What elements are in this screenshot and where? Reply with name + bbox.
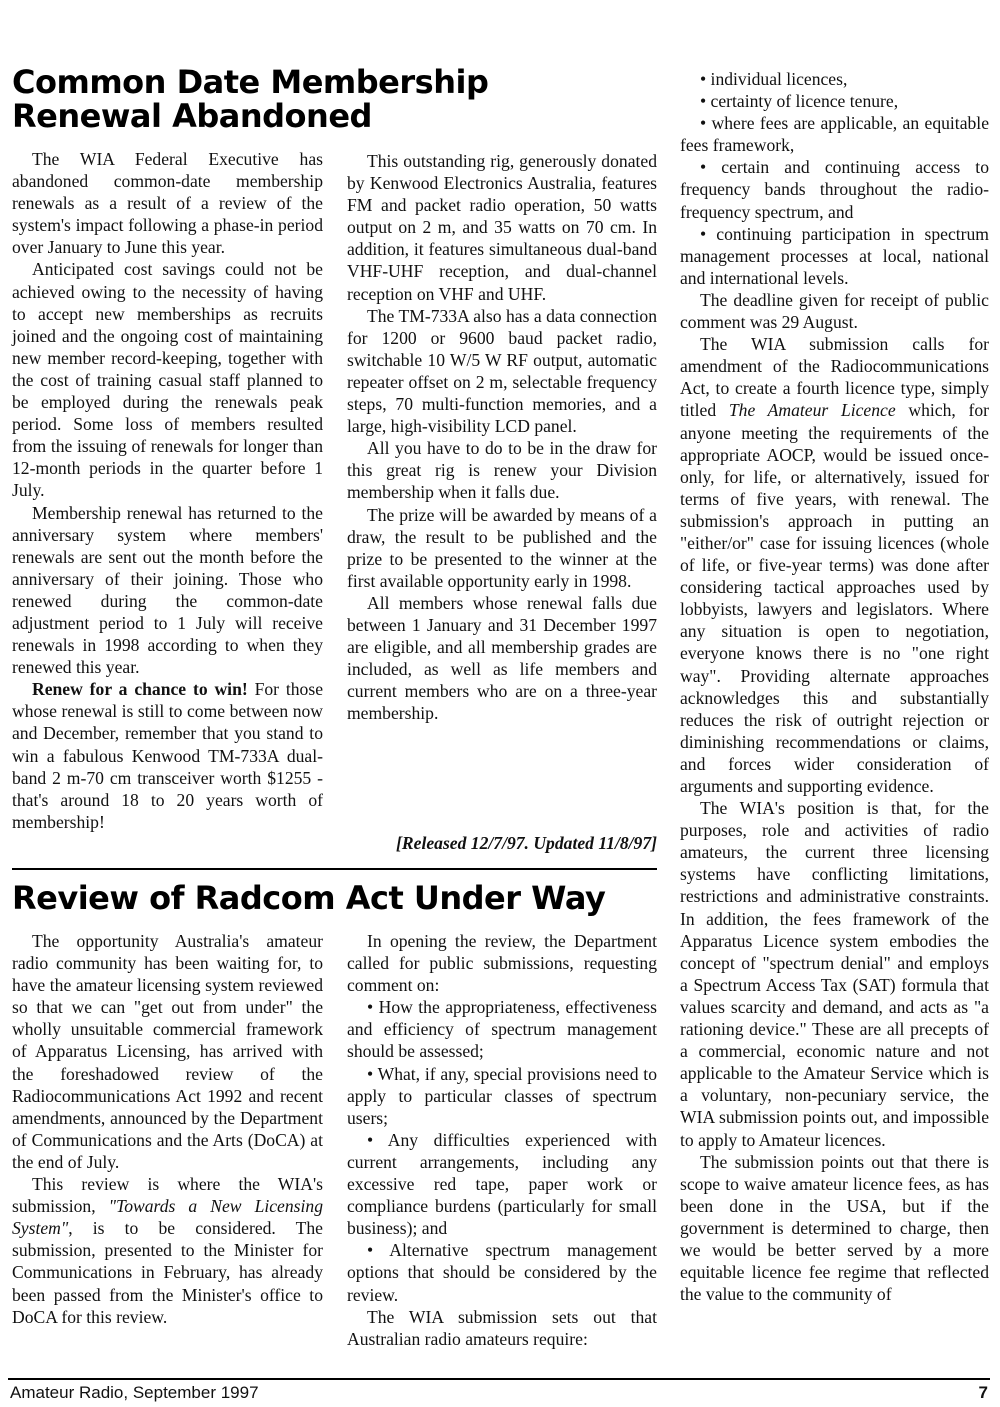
bullet-item: • What, if any, special provisions need to apply to particular classes of spectrum users; [347, 1063, 657, 1128]
renew-callout: Renew for a chance to win! [32, 679, 248, 700]
bullet-item: • certainty of licence tenure, [700, 91, 899, 112]
paragraph: This outstanding rig, generously donated by Kenwood Electronics Australia, features FM and packet radio operation, 50 watts output on 2 m, and 35 watts on 70 cm. In addition, it features simultaneous dual-band VHF-UHF reception, and dual-channel reception on VHF and UHF. [347, 151, 657, 304]
bullet-item: • Alternative spectrum management options that should be considered by the review. [347, 1240, 657, 1305]
paragraph [680, 333, 989, 797]
bullet-item: • Any difficulties experienced with current arrangements, including any excessive red tape, paper work or compliance burdens (particularly for small business); and [347, 1129, 657, 1239]
article1-column-1 [12, 148, 323, 833]
paragraph-end: which, for anyone meeting the requirements of the appropriate AOCP, would be issued once-only, for life, or alternatively, issued for terms of five years, with renewal. The submission's approach in putting an "either/or" case for issuing licences (whole of life, or five-year terms) was done after considering tactical approaches used by lobbyists, lawyers and legislators. Where any situation is open to negotiation, everyone knows there is no "one right way". Providing alternate approaches acknowledges this and substantially reduces the risk of outright rejection or diminishing recommendations or claims, and forces wider consideration of arguments and supporting evidence. [680, 400, 989, 796]
bullet-item: • How the appropriateness, effectiveness and efficiency of spectrum management should be assessed; [347, 997, 657, 1062]
article2-column-1 [12, 930, 323, 1328]
paragraph: The deadline given for receipt of public comment was 29 August. [680, 289, 989, 333]
bullet-item: • continuing participation in spectrum management processes at local, national and international levels. [680, 223, 989, 288]
paragraph: The WIA submission sets out that Australian radio amateurs require: [347, 1306, 657, 1349]
footer-rule [8, 1378, 990, 1380]
article2-column-2 [347, 930, 657, 1350]
paragraph-start: This review is where the WIA's submission, [12, 1174, 323, 1217]
bullet-item: • individual licences, [700, 69, 848, 89]
paragraph: Membership renewal has returned to the anniversary system where members' renewals are sent out the month before the anniversary of their joining. Those who renewed during the common-date adjustment period to 1 July will receive renewals in 1998 according to when they renewed this year. [12, 502, 323, 678]
bullet-item: • certain and continuing access to frequency bands throughout the radio-frequency spectrum, and [680, 157, 989, 222]
paragraph-start: The WIA submission calls for amendment of the Radiocommunications Act, to create a fourth licence type, simply titled [680, 334, 989, 421]
paragraph [12, 1173, 323, 1328]
paragraph: The opportunity Australia's amateur radio community has been waiting for, to have the amateur licensing system reviewed so that we can "get out from under" the wholly unsuitable commercial framework of Apparatus Licensing, has arrived with the foreshadowed review of the Radiocommunications Act 1992 and recent amendments, announced by the Department of Communications and the Arts (DoCA) at the end of July. [12, 931, 323, 1172]
paragraph: Anticipated cost savings could not be achieved owing to the necessity of having to accept new memberships as recruits joined and the ongoing cost of maintaining new member record-keeping, together with the cost of training casual staff planned to be employed during the renewals peak period. Some loss of members resulted from the issuing of renewals for longer than 12-month periods in the quarter before 1 July. [12, 259, 323, 501]
paragraph: The WIA's position is that, for the purposes, role and activities of radio amateurs, the current three licensing systems have conflicting limitations, restrictions and administrative constraints. In addition, the fees framework of the Apparatus Licence system embodies the concept of "spectrum denial" and employs a Spectrum Access Tax (SAT) formula that values scarcity and demand, and acts as "a rationing device." These are all precepts of a commercial, economic nature and not applicable to the Amateur Service which is a voluntary, non-pecuniary service, the WIA submission points out, and impossible to apply to Amateur licences. [680, 798, 989, 1150]
paragraph [12, 678, 323, 833]
headline-line-2: Renewal Abandoned [12, 97, 372, 135]
paragraph: The TM-733A also has a data connection for 1200 or 9600 baud packet radio, switchable 10 W/5 W RF output, automatic repeater offset on 2 m, selectable frequency steps, 70 multi-function memories, and a large, high-visibility LCD panel. [347, 305, 657, 437]
footer-page-number: 7 [978, 1383, 988, 1402]
release-date-text: [Released 12/7/97. Updated 11/8/97] [396, 833, 657, 853]
footer-publication: Amateur Radio, September 1997 [10, 1383, 259, 1402]
article1-column-2 [347, 150, 657, 724]
bullet-item: • where fees are applicable, an equitable fees framework, [680, 113, 989, 156]
paragraph: The prize will be awarded by means of a draw, the result to be published and the prize to be presented to the winner at the first available opportunity early in 1998. [347, 504, 657, 591]
headline-radcom-review: Review of Radcom Act Under Way [12, 879, 606, 917]
section-divider [12, 868, 657, 870]
paragraph: In opening the review, the Department called for public submissions, requesting comment on: [347, 931, 657, 996]
licence-name: The Amateur Licence [728, 400, 896, 421]
paragraph: All you have to do to be in the draw for this great rig is renew your Division membership when it falls due. [347, 438, 657, 503]
paragraph: All members whose renewal falls due between 1 January and 31 December 1997 are eligible, and all membership grades are included, as well as life members and current members who are on a three-year membership. [347, 592, 657, 724]
paragraph-end: , is to be considered. The submission, presented to the Minister for Communications in February, has already been passed from the Minister's office to DoCA for this review. [12, 1218, 323, 1327]
headline-line-1: Common Date Membership [12, 63, 489, 101]
paragraph: The submission points out that there is scope to waive amateur licence fees, as has been done in the USA, but if the government is determined to charge, then we would be better served by a more equitable licence fee regime that reflected the value to the community of [680, 1151, 989, 1305]
release-note [347, 832, 657, 854]
paragraph: The WIA Federal Executive has abandoned common-date membership renewals as a result of a review of the system's impact following a phase-in period over January to June this year. [12, 149, 323, 258]
headline-common-date [12, 63, 662, 135]
paragraph-rest: For those whose renewal is still to come between now and December, remember that you stand to win a fabulous Kenwood TM-733A dual-band 2 m-70 cm transceiver worth $1255 - that's around 18 to 20 years worth of membership! [12, 679, 324, 832]
article2-column-3 [680, 68, 989, 1305]
submission-title: "Towards a New Licensing System" [12, 1196, 323, 1239]
